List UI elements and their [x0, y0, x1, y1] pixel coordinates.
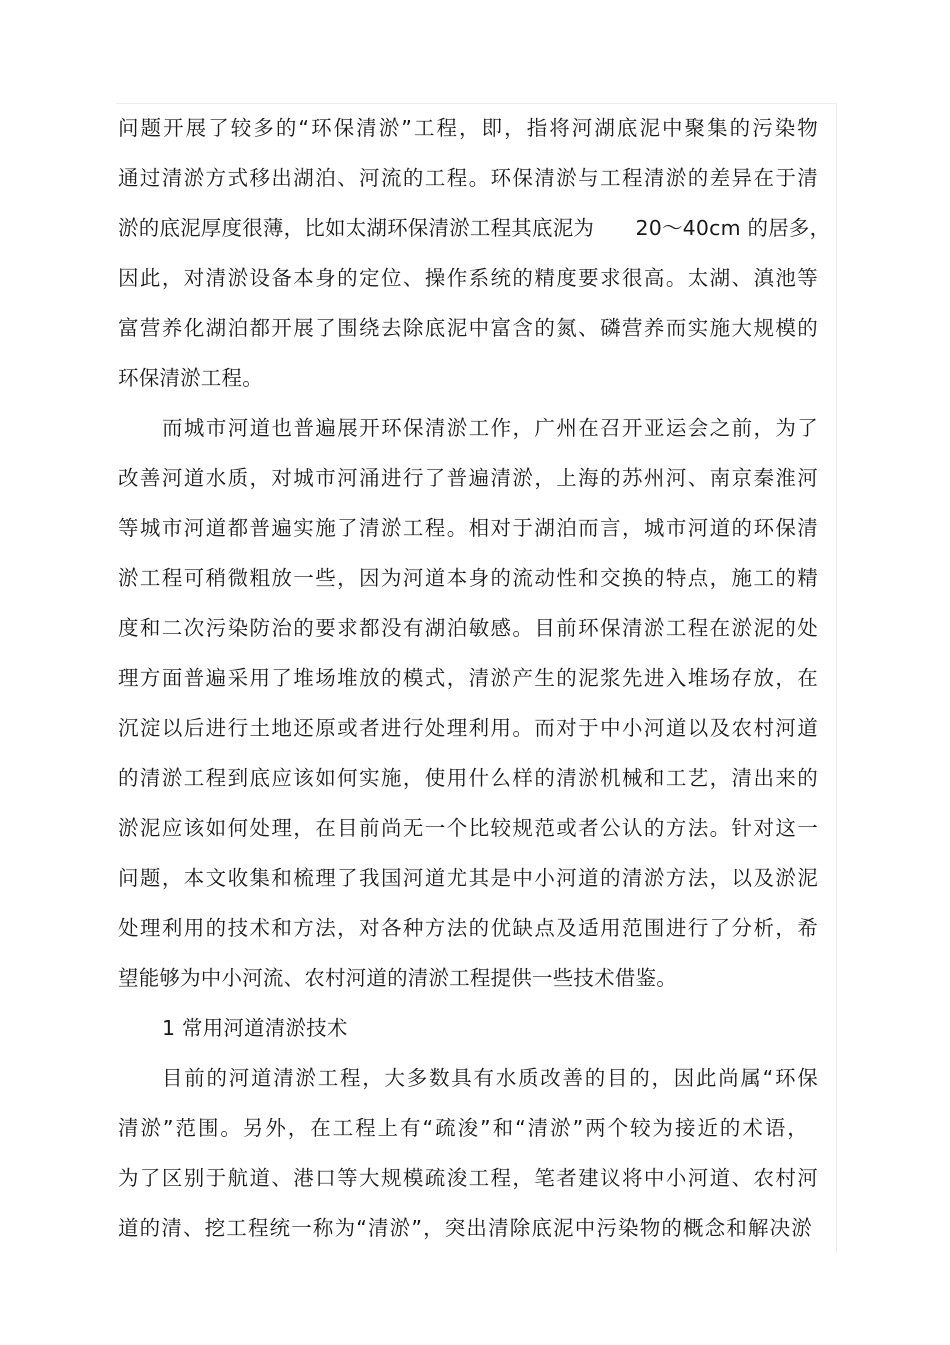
- paragraph-first-line: 而城市河道也普遍展开环保清淤工作，广州在召开亚运会之前，为了: [162, 416, 818, 440]
- text-line: 因此，对清淤设备本身的定位、操作系统的精度要求很高。太湖、滇池等: [118, 266, 818, 290]
- text-line: 富营养化湖泊都开展了围绕去除底泥中富含的氮、磷营养而实施大规模的: [118, 316, 818, 340]
- text-line: 通过清淤方式移出湖泊、河流的工程。环保清淤与工程清淤的差异在于清: [118, 166, 818, 190]
- text-line: 处理利用的技术和方法，对各种方法的优缺点及适用范围进行了分析，希: [118, 916, 818, 940]
- text-line: 改善河道水质，对城市河涌进行了普遍清淤，上海的苏州河、南京秦淮河: [118, 466, 818, 490]
- text-line: 问题，本文收集和梳理了我国河道尤其是中小河道的清淤方法，以及淤泥: [118, 866, 818, 890]
- section-heading: 1 常用河道清淤技术: [162, 1016, 348, 1040]
- text-line: 的清淤工程到底应该如何实施，使用什么样的清淤机械和工艺，清出来的: [118, 766, 818, 790]
- document-body: [118, 106, 831, 1256]
- text-line: 淤工程可稍微粗放一些，因为河道本身的流动性和交换的特点，施工的精: [118, 566, 818, 590]
- text-line: 沉淀以后进行土地还原或者进行处理利用。而对于中小河道以及农村河道: [118, 716, 818, 740]
- paragraph-first-line: 目前的河道清淤工程，大多数具有水质改善的目的，因此尚属“环保: [162, 1066, 818, 1090]
- text-line: 望能够为中小河流、农村河道的清淤工程提供一些技术借鉴。: [118, 966, 677, 990]
- text-line: 清淤”范围。另外，在工程上有“疏浚”和“清淤”两个较为接近的术语，: [118, 1116, 808, 1140]
- text-line: 道的清、挖工程统一称为“清淤”，突出清除底泥中污染物的概念和解决淤: [118, 1216, 812, 1240]
- text-line: 问题开展了较多的“环保清淤”工程，即，指将河湖底泥中聚集的污染物: [118, 116, 818, 140]
- text-line: 淤的底泥厚度很薄，比如太湖环保清淤工程其底泥为 20～40cm 的居多，: [118, 216, 831, 240]
- text-line: 理方面普遍采用了堆场堆放的模式，清淤产生的泥浆先进入堆场存放，在: [118, 666, 818, 690]
- text-line: 淤泥应该如何处理，在目前尚无一个比较规范或者公认的方法。针对这一: [118, 816, 818, 840]
- text-line: 为了区别于航道、港口等大规模疏浚工程，笔者建议将中小河道、农村河: [118, 1166, 818, 1190]
- text-line: 等城市河道都普遍实施了清淤工程。相对于湖泊而言，城市河道的环保清: [118, 516, 818, 540]
- text-line: 度和二次污染防治的要求都没有湖泊敏感。目前环保清淤工程在淤泥的处: [118, 616, 818, 640]
- text-line: 环保清淤工程。: [118, 366, 263, 390]
